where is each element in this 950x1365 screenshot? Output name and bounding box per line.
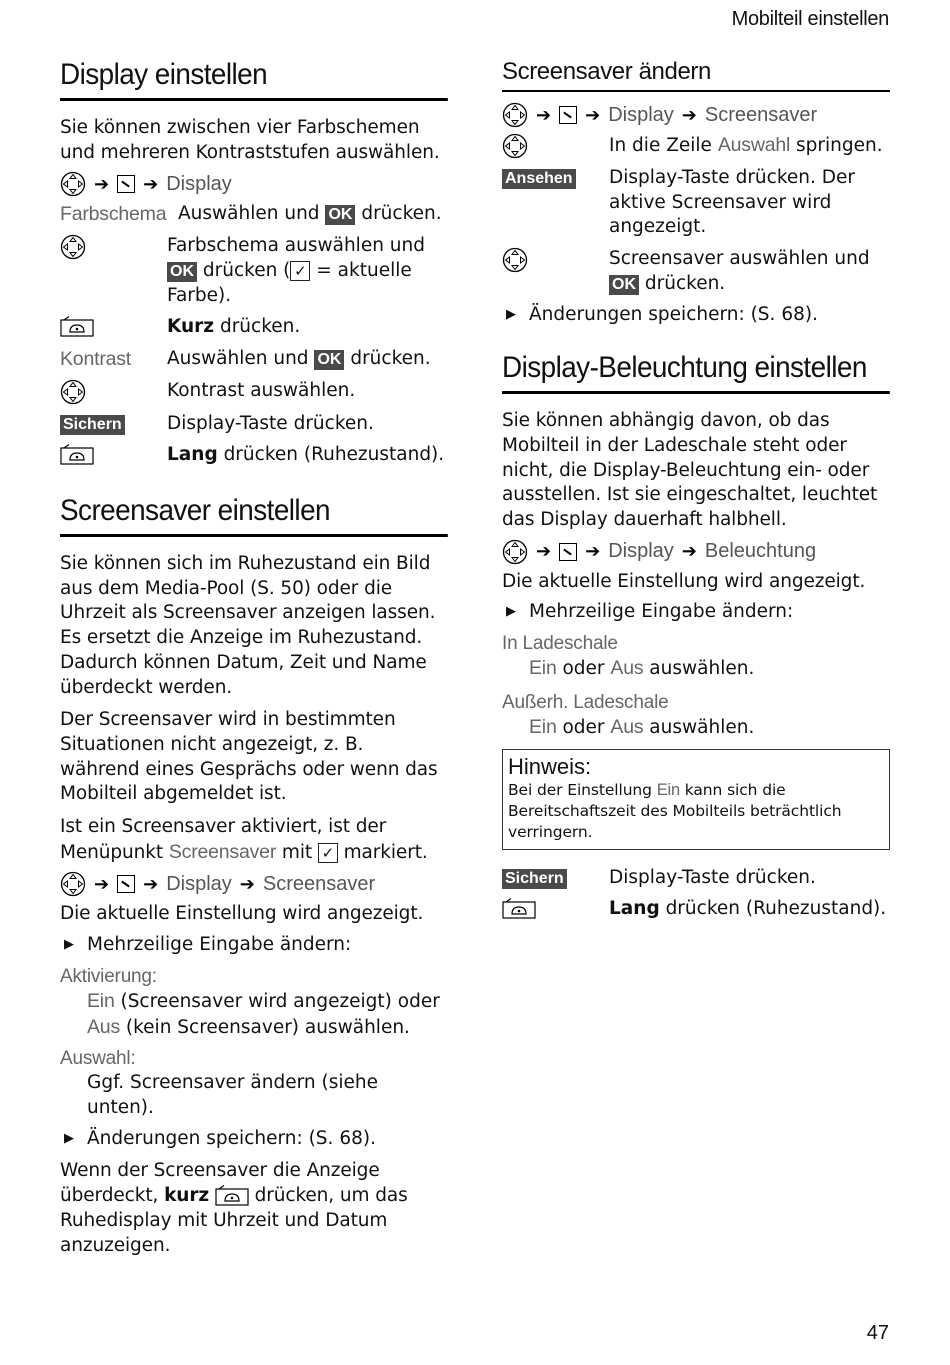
checkmark-icon: ✓	[290, 261, 310, 281]
menu-item-screensaver: Screensaver	[704, 103, 818, 126]
bullet-multiline	[502, 600, 890, 625]
step-lang	[60, 443, 448, 468]
bullet-triangle-icon: ▶	[64, 937, 74, 953]
dpad-icon	[502, 102, 528, 128]
settings-menu-icon	[559, 543, 577, 561]
arrow-icon: ➔	[536, 541, 552, 562]
option-ein: Ein	[656, 780, 680, 799]
arrow-icon: ➔	[94, 173, 110, 194]
step-kontrast-select	[60, 379, 448, 405]
desc-text: (kein Screensaver) auswählen.	[120, 1016, 410, 1038]
dpad-icon	[60, 171, 86, 197]
step-lang	[502, 897, 890, 922]
option-aus: Aus	[610, 657, 644, 680]
arrow-icon: ➔	[536, 104, 552, 125]
field-label-aktivierung: Aktivierung:	[60, 965, 157, 987]
left-column	[60, 58, 448, 1258]
ok-key: OK	[609, 275, 639, 295]
option-aus: Aus	[610, 715, 644, 738]
bullet-triangle-icon: ▶	[506, 604, 516, 620]
para-text: drücken, um das Ruhedisplay mit Uhrzeit und Datum anzuzeigen.	[60, 1185, 408, 1256]
arrow-icon: ➔	[585, 104, 601, 125]
arrow-icon: ➔	[681, 541, 697, 562]
screensaver-end-note	[60, 1159, 448, 1258]
bullet-text: Mehrzeilige Eingabe ändern:	[87, 934, 352, 956]
step-kontrast	[60, 347, 448, 372]
step-kurz	[60, 315, 448, 340]
para-text: mit	[281, 841, 313, 863]
hint-box	[502, 749, 890, 850]
step-text: drücken.	[361, 203, 442, 225]
option-ein: Ein	[529, 657, 557, 680]
desc-text: oder	[556, 658, 611, 680]
menu-path-beleuchtung	[502, 538, 890, 566]
ok-key: OK	[314, 350, 344, 370]
step-text: Display-Taste drücken. Der aktive Screensaver wird angezeigt.	[609, 167, 855, 238]
current-setting-note: Die aktuelle Einstellung wird angezeigt.	[60, 903, 424, 925]
field-desc-aktivierung	[60, 989, 448, 1040]
checkmark-icon: ✓	[318, 843, 338, 863]
bullet-text: Änderungen speichern: (S. 68).	[87, 1127, 376, 1149]
step-farbschema	[60, 202, 448, 227]
step-text: Auswählen und	[167, 347, 309, 369]
emphasis: Lang	[167, 444, 218, 466]
menu-item-display: Display	[166, 872, 232, 895]
dpad-icon	[502, 247, 528, 273]
softkey-sichern: Sichern	[60, 415, 125, 435]
step-text: Kontrast auswählen.	[167, 379, 356, 401]
menu-item-display: Display	[608, 540, 674, 563]
menu-item-auswahl: Auswahl	[717, 134, 791, 156]
bullet-save	[502, 303, 890, 328]
ok-key: OK	[167, 262, 197, 282]
arrow-icon: ➔	[94, 873, 110, 894]
menu-item-display: Display	[166, 172, 232, 195]
dpad-icon	[502, 133, 528, 159]
softkey-sichern: Sichern	[502, 869, 567, 889]
menu-item-screensaver: Screensaver	[262, 872, 376, 895]
field-label-ausserh-ladeschale: Außerh. Ladeschale	[502, 691, 669, 713]
step-screensaver-select	[502, 247, 890, 296]
settings-menu-icon	[117, 175, 135, 193]
screensaver-para-2: Der Screensaver wird in bestimmten Situationen nicht angezeigt, z. B. während eines Gesprächs oder wenn das Mobilteil abgemeldet ist.	[60, 709, 438, 805]
para-text: markiert.	[343, 841, 428, 863]
step-text: drücken (Ruhezustand).	[217, 444, 445, 466]
step-text: drücken (Ruhezustand).	[659, 898, 887, 920]
arrow-icon: ➔	[143, 173, 159, 194]
field-label-auswahl: Auswahl:	[60, 1048, 136, 1070]
dpad-icon	[60, 871, 86, 897]
step-text: drücken (	[202, 259, 291, 281]
arrow-icon: ➔	[585, 541, 601, 562]
step-text: drücken.	[350, 347, 431, 369]
menu-item-screensaver: Screensaver	[168, 840, 277, 863]
running-header: Mobilteil einstellen	[731, 8, 889, 30]
step-text: Display-Taste drücken.	[609, 866, 816, 888]
hint-text: Bei der Einstellung	[508, 780, 652, 799]
dpad-icon	[60, 234, 86, 260]
step-ansehen	[502, 166, 890, 240]
settings-menu-icon	[559, 106, 577, 124]
step-text: drücken.	[644, 272, 726, 294]
end-call-key-icon	[215, 1185, 249, 1207]
dpad-icon	[60, 379, 86, 405]
desc-text: auswählen.	[643, 716, 755, 738]
emphasis: Lang	[609, 898, 660, 920]
bullet-triangle-icon: ▶	[506, 306, 516, 322]
softkey-ansehen: Ansehen	[502, 169, 576, 189]
dpad-icon	[502, 539, 528, 565]
right-column	[502, 58, 890, 922]
option-ein: Ein	[87, 989, 115, 1012]
menu-path-screensaver	[502, 101, 890, 129]
screensaver-para-3	[60, 815, 448, 865]
step-text: Display-Taste drücken.	[167, 412, 374, 434]
step-text: = aktuelle Farbe).	[167, 259, 412, 306]
bullet-text: Änderungen speichern: (S. 68).	[529, 303, 818, 325]
ok-key: OK	[325, 205, 355, 225]
arrow-icon: ➔	[143, 873, 159, 894]
page-number: 47	[866, 1322, 889, 1344]
desc-text: oder	[556, 716, 611, 738]
menu-label-kontrast: Kontrast	[60, 347, 132, 370]
bullet-triangle-icon: ▶	[64, 1130, 74, 1146]
field-desc-ausserh-ladeschale	[502, 715, 890, 741]
step-text: drücken.	[214, 316, 301, 338]
desc-text: (Screensaver wird angezeigt) oder	[114, 990, 440, 1012]
bullet-text: Mehrzeilige Eingabe ändern:	[529, 601, 794, 623]
step-text: Auswählen und	[178, 203, 320, 225]
screensaver-para-1: Sie können sich im Ruhezustand ein Bild aus dem Media-Pool (S. 50) oder die Uhrzeit als Screensaver anzeigen lassen. Es ersetzt die Anzeige im Ruhezustand. Dadurch können Datum, Zeit und Name überdeckt werden.	[60, 553, 436, 698]
menu-item-display: Display	[608, 103, 674, 126]
field-label-in-ladeschale: In Ladeschale	[502, 633, 618, 655]
emphasis: Kurz	[167, 316, 215, 338]
end-call-key-icon	[502, 898, 536, 920]
desc-text: auswählen.	[643, 658, 755, 680]
display-intro: Sie können zwischen vier Farbschemen und mehreren Kontraststufen auswählen.	[60, 117, 440, 163]
beleuchtung-intro: Sie können abhängig davon, ob das Mobilteil in der Ladeschale steht oder nicht, die Display-Beleuchtung ein- oder ausstellen. Ist sie eingeschaltet, leuchtet das Display dauerhaft halbhell.	[502, 410, 878, 531]
para-text: Ist ein Screensaver aktiviert, ist der Menüpunkt	[60, 816, 387, 863]
para-text: Wenn der Screensaver die Anzeige überdeckt,	[60, 1160, 380, 1207]
section-title-screensaver-aendern: Screensaver ändern	[502, 58, 890, 92]
section-title-display: Display einstellen	[60, 58, 448, 101]
section-title-screensaver: Screensaver einstellen	[60, 494, 448, 537]
hint-title: Hinweis:	[508, 753, 592, 779]
step-sichern	[502, 866, 890, 891]
settings-menu-icon	[117, 875, 135, 893]
arrow-icon: ➔	[681, 104, 697, 125]
end-call-key-icon	[60, 316, 94, 338]
step-sichern	[60, 412, 448, 437]
menu-path-screensaver	[60, 870, 448, 898]
hint-body	[508, 780, 884, 843]
field-desc-auswahl: Ggf. Screensaver ändern (siehe unten).	[87, 1072, 378, 1118]
end-call-key-icon	[60, 444, 94, 466]
step-farbschema-select	[60, 234, 448, 308]
arrow-icon: ➔	[239, 873, 255, 894]
step-zeile-auswahl	[502, 133, 890, 159]
menu-item-beleuchtung: Beleuchtung	[704, 540, 817, 563]
field-desc-in-ladeschale	[502, 656, 890, 682]
step-text: springen.	[796, 135, 883, 156]
bullet-multiline	[60, 933, 448, 958]
menu-label-farbschema: Farbschema	[60, 203, 167, 226]
current-setting-note: Die aktuelle Einstellung wird angezeigt.	[502, 570, 866, 592]
step-text: In die Zeile	[609, 135, 712, 156]
emphasis: kurz	[164, 1185, 210, 1207]
menu-path-display	[60, 170, 448, 198]
option-ein: Ein	[529, 715, 557, 738]
step-text: Farbschema auswählen und	[167, 235, 425, 257]
step-text: Screensaver auswählen und	[609, 248, 870, 270]
section-title-beleuchtung: Display-Beleuchtung einstellen	[502, 351, 890, 394]
option-aus: Aus	[87, 1015, 121, 1038]
hint-text: kann sich die Bereitschaftszeit des Mobilteils beträchtlich verringern.	[508, 780, 842, 841]
bullet-save	[60, 1127, 448, 1152]
